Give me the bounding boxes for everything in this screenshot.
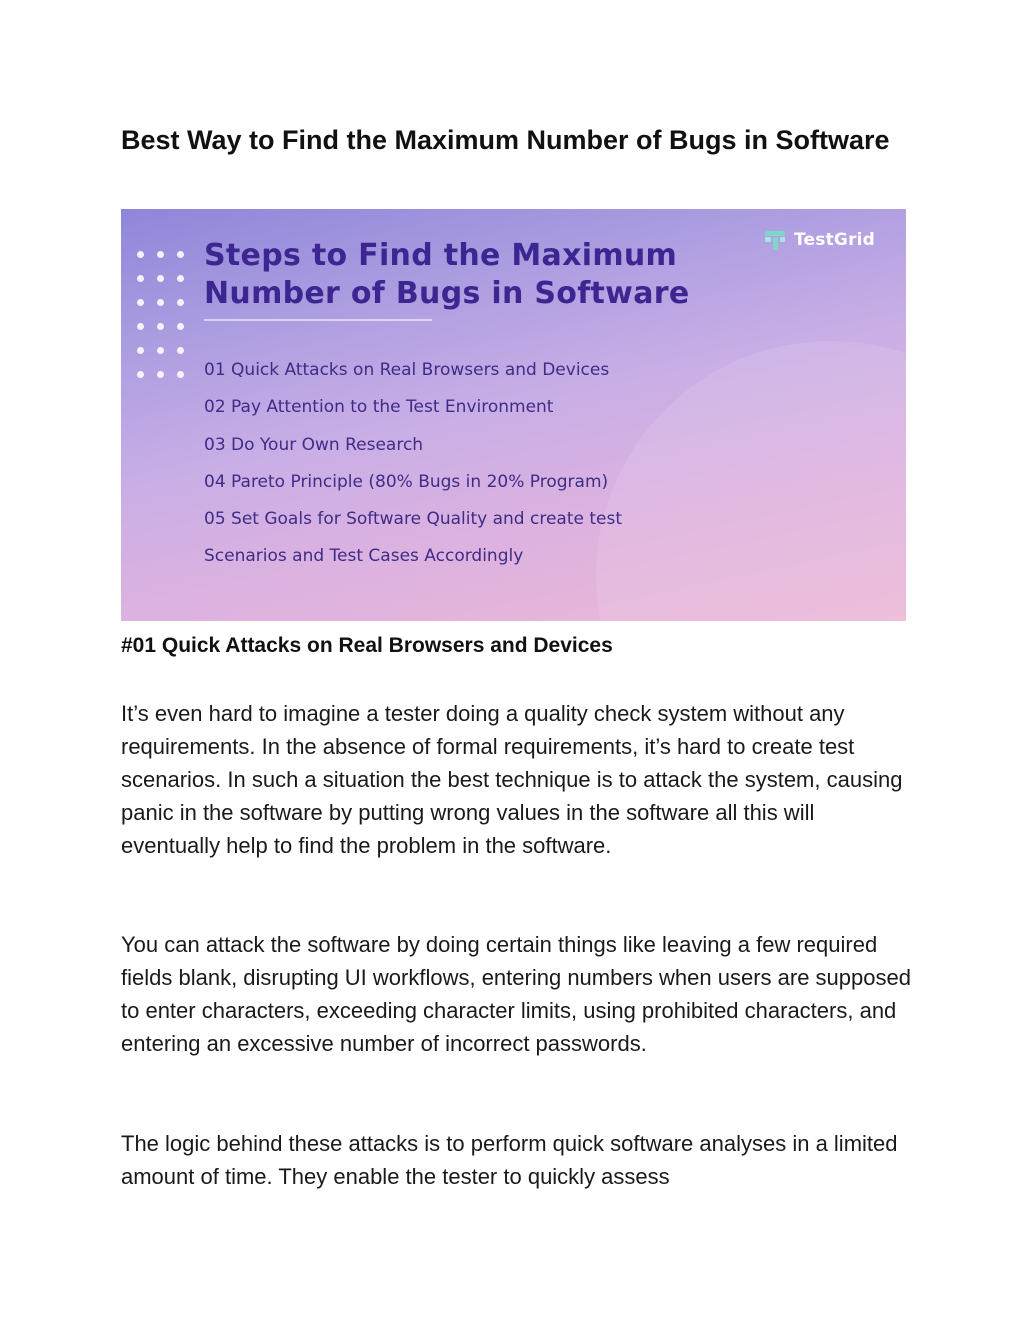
banner-divider (204, 319, 432, 321)
step-item: 03 Do Your Own Research (204, 434, 424, 455)
steps-list (204, 352, 844, 576)
body-paragraph: It’s even hard to imagine a tester doing a quality check system without any requirements. In the absence of formal requirements, it’s hard to create test scenarios. In such a situation the best technique is to attack the system, causing panic in the software by putting wrong values in the software all this will eventually help to find the problem in the software. (121, 701, 903, 859)
step-item: 01 Quick Attacks on Real Browsers and Devices (204, 360, 610, 380)
dot-grid-decoration (135, 249, 195, 389)
banner-image (121, 209, 906, 621)
banner-heading-line-2: Number of Bugs in Software (204, 276, 690, 311)
section-heading: #01 Quick Attacks on Real Browsers and Devices (121, 634, 613, 657)
step-item: 05 Set Goals for Software Quality and create test (204, 509, 623, 530)
brand-name: TestGrid (794, 230, 876, 250)
banner-heading (204, 237, 804, 313)
document-title: Best Way to Find the Maximum Number of Bugs in Software (121, 125, 890, 155)
step-item: Scenarios and Test Cases Accordingly (204, 546, 524, 567)
banner-heading-line-1: Steps to Find the Maximum (204, 238, 678, 273)
step-item: 02 Pay Attention to the Test Environment (204, 397, 554, 418)
body-paragraph: The logic behind these attacks is to perform quick software analyses in a limited amount of time. They enable the tester to quickly assess (121, 1131, 898, 1190)
step-item: 04 Pareto Principle (80% Bugs in 20% Program) (204, 471, 609, 492)
body-paragraph: You can attack the software by doing certain things like leaving a few required fields blank, disrupting UI workflows, entering numbers when users are supposed to enter characters, exceeding character limits, using prohibited characters, and entering an excessive number of incorrect passwords. (121, 932, 911, 1057)
